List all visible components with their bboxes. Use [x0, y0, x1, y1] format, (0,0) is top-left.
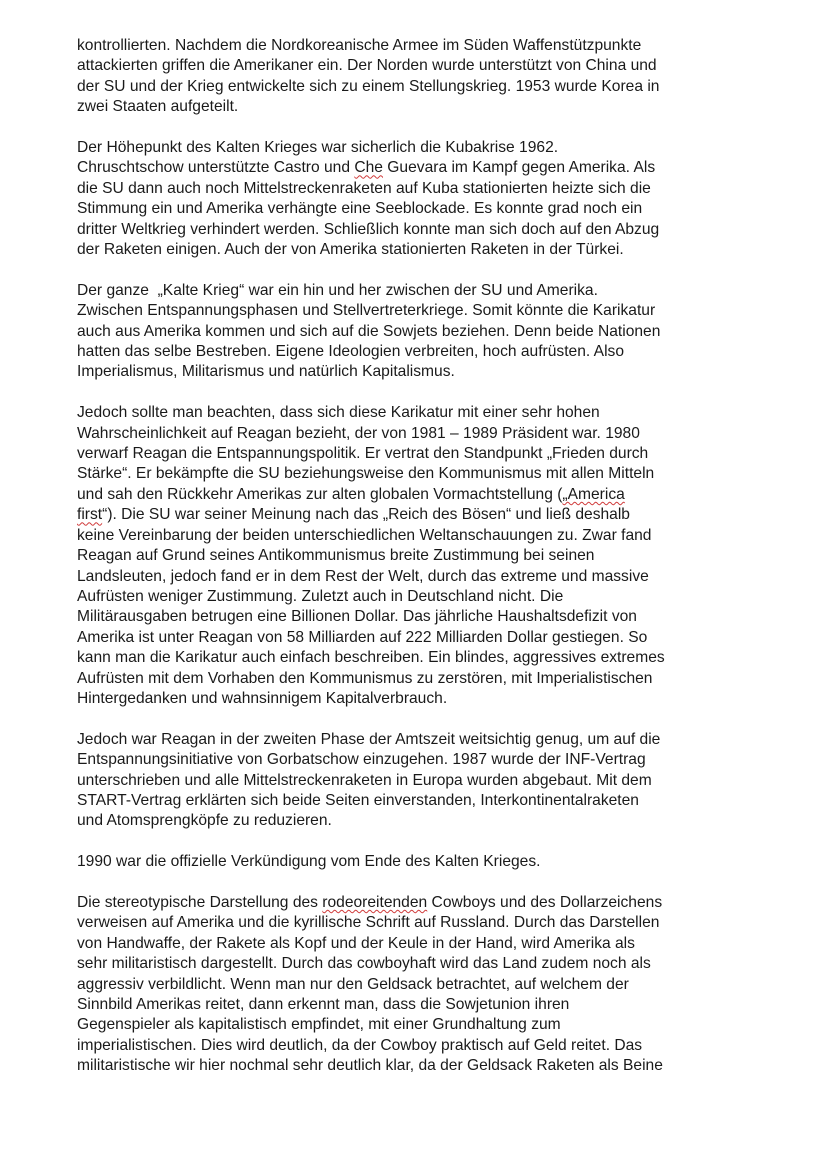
- text-line: [77, 852, 777, 872]
- text-line: [77, 628, 777, 648]
- text-line: [77, 77, 777, 97]
- paragraph-4: [77, 403, 777, 709]
- text-line: [77, 505, 777, 525]
- text-segment: zwei Staaten aufgeteilt.: [77, 98, 239, 116]
- paragraph-5: [77, 730, 777, 832]
- text-segment: Entspannungsinitiative von Gorbatschow einzugehen. 1987 wurde der INF-Vertrag: [77, 751, 646, 769]
- text-line: [77, 791, 777, 811]
- text-line: [77, 56, 777, 76]
- text-segment: kann man die Karikatur auch einfach beschreiben. Ein blindes, aggressives extremes: [77, 649, 665, 667]
- text-line: [77, 138, 777, 158]
- text-line: [77, 607, 777, 627]
- text-line: [77, 158, 777, 178]
- text-segment: Hintergedanken und wahnsinnigem Kapitalverbrauch.: [77, 689, 448, 707]
- text-line: [77, 485, 777, 505]
- text-segment: Aufrüsten mit dem Vorhaben den Kommunismus zu zerstören, mit Imperialistischen: [77, 669, 653, 687]
- text-line: [77, 546, 777, 566]
- text-segment: Amerika ist unter Reagan von 58 Milliarden auf 222 Milliarden Dollar gestiegen. So: [77, 628, 648, 646]
- spellcheck-flagged-word: first: [77, 506, 103, 524]
- text-segment: Der Höhepunkt des Kalten Krieges war sicherlich die Kubakrise 1962.: [77, 139, 559, 157]
- text-segment: Stimmung ein und Amerika verhängte eine Seeblockade. Es konnte grad noch ein: [77, 200, 643, 218]
- text-line: [77, 526, 777, 546]
- text-line: [77, 730, 777, 750]
- text-segment: Gegenspieler als kapitalistisch empfindet, mit einer Grundhaltung zum: [77, 1016, 561, 1034]
- text-segment: die SU dann auch noch Mittelstreckenraketen auf Kuba stationierten heizte sich die: [77, 179, 651, 197]
- text-line: [77, 220, 777, 240]
- text-segment: imperialistischen. Dies wird deutlich, da der Cowboy praktisch auf Geld reitet. Das: [77, 1036, 643, 1054]
- text-segment: “). Die SU war seiner Meinung nach das „Reich des Bösen“ und ließ deshalb: [102, 506, 630, 524]
- text-segment: Guevara im Kampf gegen Amerika. Als: [382, 159, 656, 177]
- text-segment: hatten das selbe Bestreben. Eigene Ideologien verbreiten, hoch aufrüsten. Also: [77, 343, 625, 361]
- text-line: [77, 403, 777, 423]
- text-segment: dritter Weltkrieg verhindert werden. Schließlich konnte man sich doch auf den Abzug: [77, 220, 660, 238]
- spellcheck-flagged-word: Che: [354, 159, 383, 177]
- text-line: [77, 1036, 777, 1056]
- document-body: [77, 36, 777, 1097]
- text-line: [77, 1015, 777, 1035]
- text-segment: verweisen auf Amerika und die kyrillische Schrift auf Russland. Durch das Darstellen: [77, 914, 660, 932]
- text-segment: Jedoch war Reagan in der zweiten Phase der Amtszeit weitsichtig genug, um auf die: [77, 730, 661, 748]
- text-segment: Die stereotypische Darstellung des: [77, 893, 323, 911]
- text-line: [77, 342, 777, 362]
- paragraph-6: [77, 852, 777, 872]
- text-segment: Cowboys und des Dollarzeichens: [427, 893, 663, 911]
- text-line: [77, 424, 777, 444]
- text-line: [77, 567, 777, 587]
- text-segment: Der ganze „Kalte Krieg“ war ein hin und her zwischen der SU und Amerika.: [77, 281, 598, 299]
- text-segment: unterschrieben und alle Mittelstreckenraketen in Europa wurden abgebaut. Mit dem: [77, 771, 652, 789]
- text-line: [77, 934, 777, 954]
- text-line: [77, 240, 777, 260]
- text-line: [77, 995, 777, 1015]
- text-segment: Aufrüsten weniger Zustimmung. Zuletzt auch in Deutschland nicht. Die: [77, 587, 564, 605]
- text-segment: keine Vereinbarung der beiden unterschiedlichen Weltanschauungen zu. Zwar fand: [77, 526, 652, 544]
- text-line: [77, 362, 777, 382]
- text-line: [77, 689, 777, 709]
- text-line: [77, 954, 777, 974]
- text-segment: Imperialismus, Militarismus und natürlich Kapitalismus.: [77, 363, 455, 381]
- text-segment: militaristische wir hier nochmal sehr deutlich klar, da der Geldsack Raketen als Beine: [77, 1057, 663, 1075]
- text-line: [77, 811, 777, 831]
- paragraph-3: [77, 281, 777, 383]
- text-segment: Landsleuten, jedoch fand er in dem Rest der Welt, durch das extreme und massive: [77, 567, 649, 585]
- text-line: [77, 975, 777, 995]
- text-segment: sehr militaristisch dargestellt. Durch das cowboyhaft wird das Land zudem noch als: [77, 955, 651, 973]
- text-line: [77, 587, 777, 607]
- text-segment: Militärausgaben betrugen eine Billionen Dollar. Das jährliche Haushaltsdefizit von: [77, 608, 637, 626]
- paragraph-2: [77, 138, 777, 260]
- paragraph-7: [77, 893, 777, 1077]
- text-line: [77, 464, 777, 484]
- text-line: [77, 648, 777, 668]
- text-line: [77, 771, 777, 791]
- text-line: [77, 913, 777, 933]
- text-segment: verwarf Reagan die Entspannungspolitik. Er vertrat den Standpunkt „Frieden durch: [77, 445, 649, 463]
- text-segment: Wahrscheinlichkeit auf Reagan bezieht, der von 1981 – 1989 Präsident war. 1980: [77, 424, 640, 442]
- text-line: [77, 97, 777, 117]
- text-segment: und Atomsprengköpfe zu reduzieren.: [77, 812, 332, 830]
- text-segment: START-Vertrag erklärten sich beide Seiten einverstanden, Interkontinentalraketen: [77, 791, 639, 809]
- text-segment: Jedoch sollte man beachten, dass sich diese Karikatur mit einer sehr hohen: [77, 404, 600, 422]
- text-segment: der Raketen einigen. Auch der von Amerika stationierten Raketen in der Türkei.: [77, 241, 624, 259]
- text-segment: aggressiv verbildlicht. Wenn man nur den Geldsack betrachtet, auf welchem der: [77, 975, 629, 993]
- paragraph-1: [77, 36, 777, 118]
- text-line: [77, 893, 777, 913]
- spellcheck-flagged-word: rodeoreitenden: [322, 893, 428, 911]
- text-segment: auch aus Amerika kommen und sich auf die Sowjets beziehen. Denn beide Nationen: [77, 322, 661, 340]
- text-line: [77, 669, 777, 689]
- text-segment: von Handwaffe, der Rakete als Kopf und der Keule in der Hand, wird Amerika als: [77, 934, 635, 952]
- text-segment: der SU und der Krieg entwickelte sich zu einem Stellungskrieg. 1953 wurde Korea in: [77, 77, 660, 95]
- text-segment: Reagan auf Grund seines Antikommunismus breite Zustimmung bei seinen: [77, 547, 595, 565]
- text-segment: Chruschtschow unterstützte Castro und: [77, 159, 355, 177]
- text-segment: Zwischen Entspannungsphasen und Stellvertreterkriege. Somit könnte die Karikatur: [77, 302, 656, 320]
- text-line: [77, 179, 777, 199]
- text-line: [77, 1056, 777, 1076]
- text-line: [77, 301, 777, 321]
- text-line: [77, 322, 777, 342]
- text-segment: Sinnbild Amerikas reitet, dann erkennt man, dass die Sowjetunion ihren: [77, 996, 570, 1013]
- spellcheck-flagged-word: „America: [562, 485, 625, 503]
- text-segment: attackierten griffen die Amerikaner ein. Der Norden wurde unterstützt von China und: [77, 57, 657, 75]
- text-segment: Stärke“. Er bekämpfte die SU beziehungsweise den Kommunismus mit allen Mitteln: [77, 465, 655, 483]
- text-line: [77, 281, 777, 301]
- text-line: [77, 750, 777, 770]
- text-line: [77, 199, 777, 219]
- text-segment: kontrollierten. Nachdem die Nordkoreanische Armee im Süden Waffenstützpunkte: [77, 37, 642, 54]
- text-line: [77, 36, 777, 56]
- text-segment: und sah den Rückkehr Amerikas zur alten globalen Vormachtstellung (: [77, 485, 563, 503]
- text-line: [77, 444, 777, 464]
- text-segment: 1990 war die offizielle Verkündigung vom Ende des Kalten Krieges.: [77, 853, 541, 871]
